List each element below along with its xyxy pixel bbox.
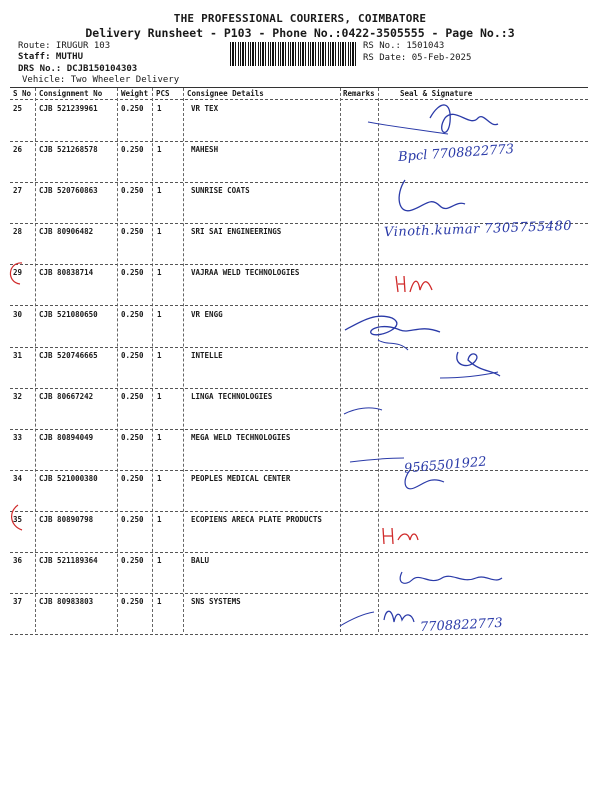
- row-consignee: VR ENGG: [191, 309, 223, 319]
- signature-scribble: [378, 340, 408, 350]
- signature-scribble: [345, 316, 440, 335]
- row-consignment-no: CJB 521000380: [39, 473, 98, 483]
- handwritten-note-34: 9565501922: [403, 454, 488, 477]
- col-header-pcs: PCS: [156, 89, 170, 98]
- row-weight: 0.250: [121, 515, 144, 524]
- row-consignee: PEOPLES MEDICAL CENTER: [191, 473, 291, 483]
- row-pcs: 1: [157, 556, 162, 566]
- row-pcs: 1: [157, 515, 162, 524]
- row-sno: 30: [13, 309, 23, 319]
- signature-stroke: [440, 372, 498, 378]
- signature-stroke: [350, 458, 404, 462]
- rs-date: RS Date: 05-Feb-2025: [363, 53, 472, 63]
- row-sno: 29: [13, 268, 23, 278]
- row-weight: 0.250: [121, 309, 144, 319]
- signature-scribble: [400, 572, 502, 583]
- staff-label: Staff: MUTHU: [18, 52, 84, 62]
- row-pcs: 1: [157, 104, 162, 113]
- row-sno: 34: [13, 473, 23, 483]
- col-header-sno: S No: [13, 89, 32, 98]
- handwritten-note-28: Vinoth.kumar 7305755480: [383, 218, 573, 241]
- row-sno: 37: [13, 597, 23, 607]
- handwritten-note-37: 7708822773: [419, 615, 504, 636]
- company-title: THE PROFESSIONAL COURIERS, COIMBATORE: [173, 12, 427, 25]
- row-sno: 25: [13, 104, 23, 113]
- vehicle-label: Vehicle: Two Wheeler Delivery: [22, 75, 180, 85]
- row-weight: 0.250: [121, 104, 144, 113]
- row-consignment-no: CJB 521268578: [39, 145, 98, 155]
- row-consignment-no: CJB 521189364: [39, 556, 98, 566]
- row-pcs: 1: [157, 597, 162, 607]
- row-consignment-no: CJB 80890798: [39, 515, 94, 524]
- row-consignee: MAHESH: [191, 145, 219, 155]
- row-sno: 36: [13, 556, 23, 566]
- row-consignee: BALU: [191, 556, 210, 566]
- row-weight: 0.250: [121, 145, 144, 155]
- row-consignment-no: CJB 80838714: [39, 268, 94, 278]
- row-sno: 32: [13, 391, 23, 401]
- row-sno: 35: [13, 515, 23, 524]
- row-weight: 0.250: [121, 186, 144, 196]
- handwritten-note-26: Bpcl 7708822773: [397, 141, 515, 166]
- row-consignee: ECOPIENS ARECA PLATE PRODUCTS: [191, 515, 322, 524]
- signature-stroke: [368, 122, 448, 134]
- row-consignee: SNS SYSTEMS: [191, 597, 241, 607]
- row-consignment-no: CJB 80906482: [39, 227, 94, 237]
- runsheet-subtitle: Delivery Runsheet - P103 - Phone No.:0422-3505555 - Page No.:3: [85, 26, 515, 40]
- row-weight: 0.250: [121, 473, 144, 483]
- row-weight: 0.250: [121, 597, 144, 607]
- route-label: Route: IRUGUR 103: [18, 41, 111, 51]
- rs-number: RS No.: 1501043: [363, 41, 445, 51]
- row-consignment-no: CJB 521080650: [39, 309, 98, 319]
- row-pcs: 1: [157, 227, 162, 237]
- row-consignment-no: CJB 520760863: [39, 186, 98, 196]
- row-sno: 31: [13, 350, 23, 360]
- row-weight: 0.250: [121, 556, 144, 566]
- signature-scribble: [399, 180, 465, 211]
- row-pcs: 1: [157, 186, 162, 196]
- signature-scribble: [384, 611, 414, 622]
- col-header-signature: Seal & Signature: [400, 89, 473, 98]
- row-pcs: 1: [157, 145, 162, 155]
- col-header-weight: Weight: [121, 89, 149, 98]
- row-weight: 0.250: [121, 350, 144, 360]
- row-sno: 27: [13, 186, 23, 196]
- red-circle-mark: [12, 505, 22, 530]
- row-pcs: 1: [157, 391, 162, 401]
- row-pcs: 1: [157, 350, 162, 360]
- row-sno: 28: [13, 227, 23, 237]
- row-pcs: 1: [157, 268, 162, 278]
- row-weight: 0.250: [121, 227, 144, 237]
- row-consignment-no: CJB 80667242: [39, 391, 94, 401]
- signature-stroke: [344, 408, 382, 414]
- drs-number: DRS No.: DCJB150104303: [18, 64, 138, 74]
- signature-stroke: [340, 612, 374, 626]
- row-sno: 33: [13, 432, 23, 442]
- col-header-remarks: Remarks: [343, 89, 375, 98]
- row-consignee: VAJRAA WELD TECHNOLOGIES: [191, 268, 300, 278]
- row-consignment-no: CJB 80983803: [39, 597, 94, 607]
- red-initials: [383, 528, 418, 544]
- row-weight: 0.250: [121, 268, 144, 278]
- col-header-consignment: Consignment No: [39, 89, 103, 98]
- signature-scribble: [457, 352, 500, 376]
- row-consignment-no: CJB 521239961: [39, 104, 98, 113]
- row-consignee: SUNRISE COATS: [191, 186, 250, 196]
- row-pcs: 1: [157, 432, 162, 442]
- row-weight: 0.250: [121, 432, 144, 442]
- row-consignee: INTELLE: [191, 350, 223, 360]
- row-consignee: VR TEX: [191, 104, 219, 113]
- row-consignment-no: CJB 520746665: [39, 350, 98, 360]
- row-consignee: MEGA WELD TECHNOLOGIES: [191, 432, 291, 442]
- row-pcs: 1: [157, 309, 162, 319]
- signature-scribble: [430, 105, 498, 132]
- row-weight: 0.250: [121, 391, 144, 401]
- row-sno: 26: [13, 145, 23, 155]
- red-circle-mark: [10, 263, 22, 284]
- col-header-consignee: Consignee Details: [187, 89, 264, 98]
- row-consignee: LINGA TECHNOLOGIES: [191, 391, 273, 401]
- red-initials: [396, 276, 432, 292]
- row-consignment-no: CJB 80894049: [39, 432, 94, 442]
- row-pcs: 1: [157, 473, 162, 483]
- row-consignee: SRI SAI ENGINEERINGS: [191, 227, 282, 237]
